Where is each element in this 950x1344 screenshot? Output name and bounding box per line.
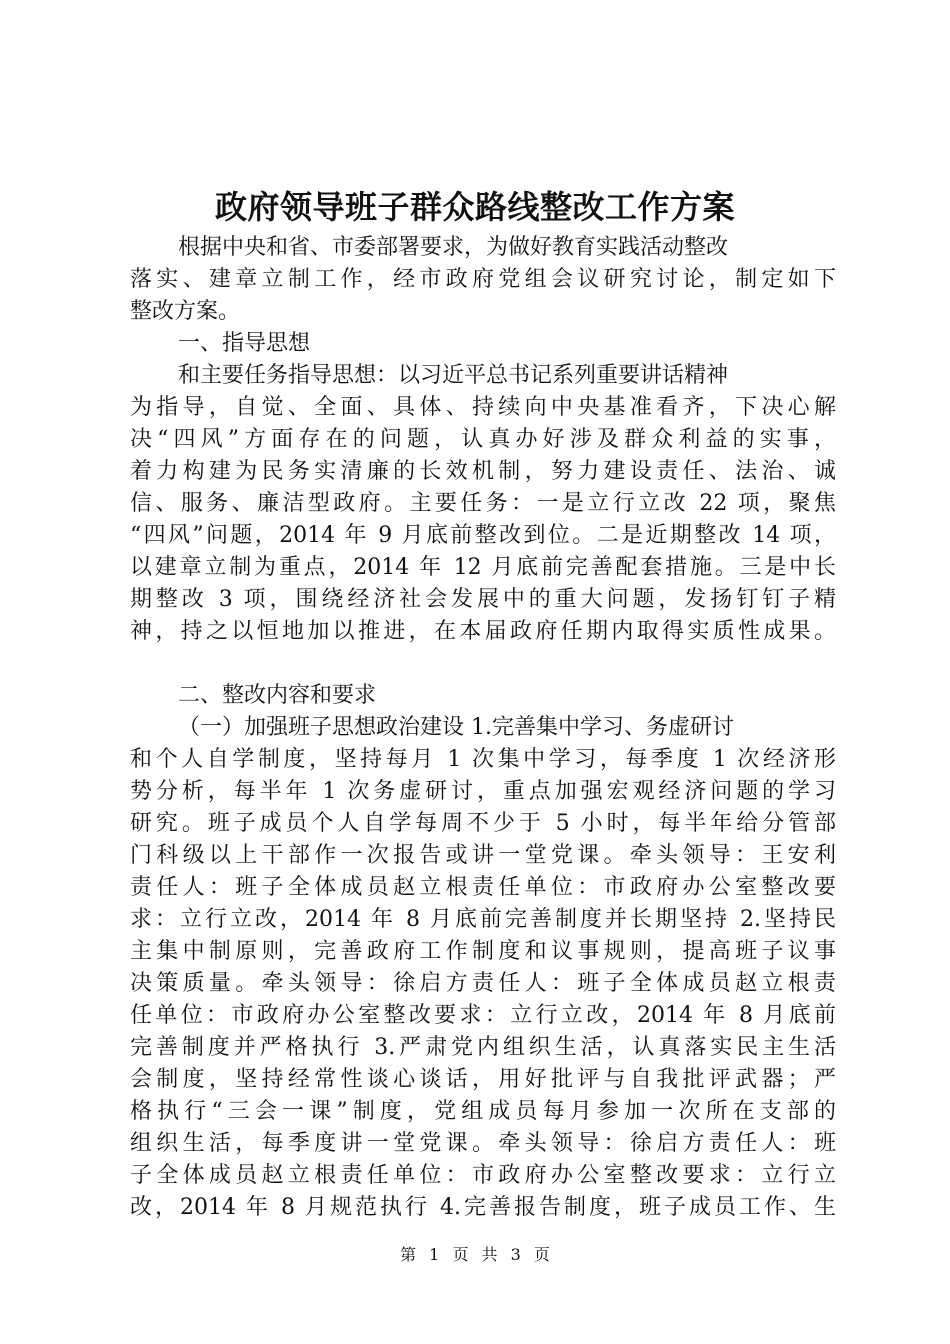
text-line: 根据中央和省、市委部署要求，为做好教育实践活动整改 (178, 235, 729, 260)
text-line: 着力构建为民务实清廉的长效机制，努力建设责任、法治、诚 (130, 459, 836, 484)
text-line: 整改方案。 (130, 299, 241, 324)
text-line: 会制度，坚持经常性谈心谈话，用好批评与自我批评武器；严 (130, 1067, 836, 1092)
text-line: （一）加强班子思想政治建设 1.完善集中学习、务虚研讨 (178, 715, 734, 740)
text-line: 势分析，每半年 1 次务虚研讨，重点加强宏观经济问题的学习 (130, 779, 836, 804)
section-heading: 一、指导思想 (178, 331, 311, 356)
text-line: 改，2014 年 8 月规范执行 4.完善报告制度，班子成员工作、生 (130, 1195, 836, 1220)
document-title: 政府领导班子群众路线整改工作方案 (214, 188, 735, 226)
text-line: 子全体成员赵立根责任单位：市政府办公室整改要求：立行立 (130, 1163, 836, 1188)
text-line: 信、服务、廉洁型政府。主要任务：一是立行立改 22 项，聚焦 (130, 491, 836, 516)
text-line: 组织生活，每季度讲一堂党课。牵头领导：徐启方责任人：班 (130, 1131, 836, 1156)
page-footer: 第 1 页 共 3 页 (400, 1245, 550, 1264)
text-line: 神，持之以恒地加以推进，在本届政府任期内取得实质性成果。 (130, 619, 836, 644)
text-line: 格执行“三会一课”制度，党组成员每月参加一次所在支部的 (130, 1099, 836, 1124)
text-line: 以建章立制为重点，2014 年 12 月底前完善配套措施。三是中长 (130, 555, 836, 580)
text-line: 落实、建章立制工作，经市政府党组会议研究讨论，制定如下 (130, 267, 836, 292)
paragraph-gap (130, 648, 836, 680)
text-line: 责任人：班子全体成员赵立根责任单位：市政府办公室整改要 (130, 875, 836, 900)
text-line: 和主要任务指导思想：以习近平总书记系列重要讲话精神 (178, 363, 729, 388)
text-line: 决策质量。牵头领导：徐启方责任人：班子全体成员赵立根责 (130, 971, 836, 996)
text-line: 主集中制原则，完善政府工作制度和议事规则，提高班子议事 (130, 939, 836, 964)
text-line: 求：立行立改，2014 年 8 月底前完善制度并长期坚持 2.坚持民 (130, 907, 836, 932)
text-line: 门科级以上干部作一次报告或讲一堂党课。牵头领导：王安利 (130, 843, 836, 868)
text-line: 完善制度并严格执行 3.严肃党内组织生活，认真落实民主生活 (130, 1035, 836, 1060)
document-body (130, 232, 836, 1224)
text-line: “四风”问题，2014 年 9 月底前整改到位。二是近期整改 14 项， (130, 523, 836, 548)
text-line: 决“四风”方面存在的问题，认真办好涉及群众利益的实事， (130, 427, 836, 452)
text-line: 任单位：市政府办公室整改要求：立行立改，2014 年 8 月底前 (130, 1003, 836, 1028)
text-line: 期整改 3 项，围绕经济社会发展中的重大问题，发扬钉钉子精 (130, 587, 836, 612)
section-heading: 二、整改内容和要求 (178, 683, 377, 708)
text-line: 和个人自学制度，坚持每月 1 次集中学习，每季度 1 次经济形 (130, 747, 836, 772)
text-line: 为指导，自觉、全面、具体、持续向中央基准看齐，下决心解 (130, 395, 836, 420)
text-line: 研究。班子成员个人自学每周不少于 5 小时，每半年给分管部 (130, 811, 836, 836)
